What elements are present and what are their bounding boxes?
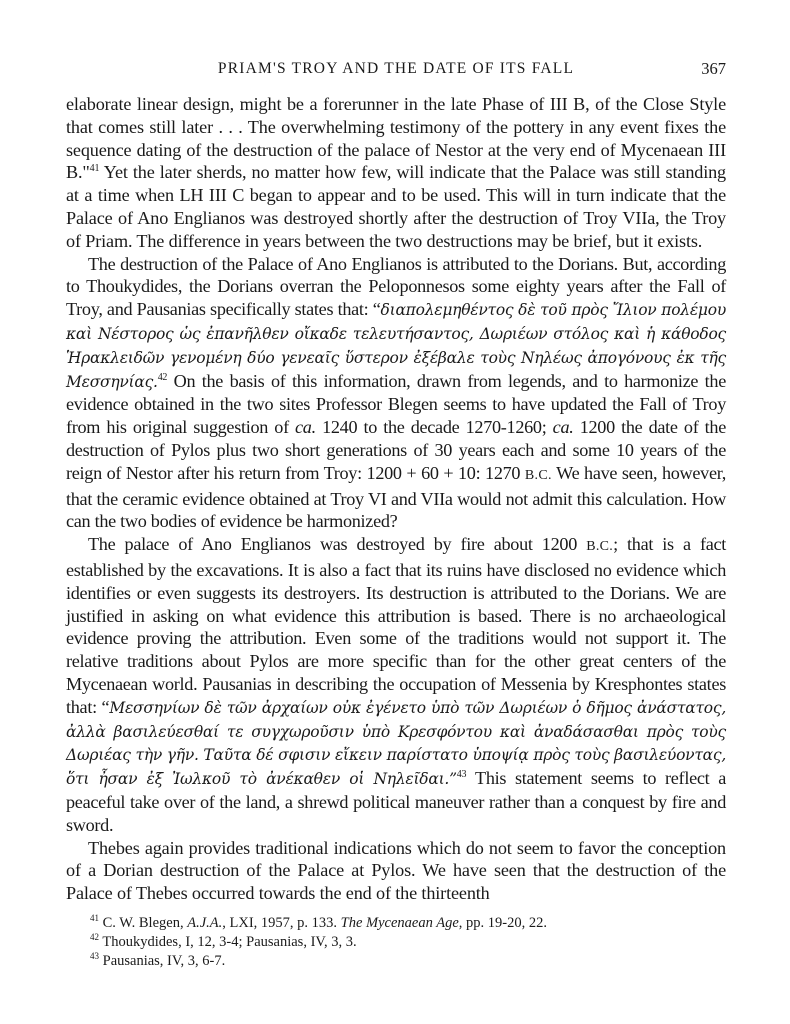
paragraph-3-text-c: This statement seems to reflect a peaceful take over of the land, a shrewd political maneuver rather than a conquest by fire and sword. (66, 768, 726, 835)
circa-abbrev: ca. (295, 417, 316, 438)
running-title: PRIAM'S TROY AND THE DATE OF ITS FALL (217, 60, 575, 77)
paragraph-1-text-a: elaborate linear design, might be a forerunner in the late Phase of III B, of the Close Style that comes still later . . . The overwhelming testimony of the pottery in any event fixes the sequence dating of the destruction of the palace of Nestor at the very end of Mycenaean III B." (66, 94, 726, 183)
footnote-ref-41: 41 (89, 163, 100, 175)
footnote-number: 41 (90, 913, 99, 923)
paragraph-4 (66, 837, 726, 905)
footnote-text: , pp. 19-20, 22. (458, 915, 547, 931)
page-number: 367 (701, 59, 726, 78)
book-title: The Mycenaean Age (340, 915, 459, 931)
paragraph-3-text-a: The palace of Ano Englianos was destroyed by fire about 1200 (88, 534, 587, 555)
circa-abbrev: ca. (552, 417, 574, 438)
footnote-number: 43 (90, 951, 99, 961)
footnote-text: , LXI, 1957, p. 133. (222, 915, 341, 931)
paragraph-2-text-b: On the basis of this information, drawn from legends, and to harmonize the evidence obtained in the two sites Professor Blegen seems to have updated the Fall of Troy from his original suggestion of (66, 370, 726, 438)
footnote-41 (90, 914, 726, 933)
bc-abbrev: B.C. (586, 539, 614, 555)
footnote-text: Pausanias, IV, 3, 6-7. (99, 953, 226, 969)
paragraph-3 (66, 533, 726, 836)
footnote-42 (90, 933, 726, 952)
running-header (66, 58, 726, 82)
footnote-text: C. W. Blegen, (99, 915, 188, 931)
paragraph-1-text-b: Yet the later sherds, no matter how few, will indicate that the Palace was still standing at a time when LH III C began to appear and to be used. This will in turn indicate that the Palace of Ano Englianos was destroyed shortly after the destruction of Troy VIIa, the Troy of Priam. The difference in years between the two destructions may be brief, but it exists. (66, 162, 726, 251)
paragraph-3-text-b: ; that is a fact established by the excavations. It is also a fact that its ruins have disclosed no evidence which identifies or even suggests its destroyers. Its destruction is attributed to the Dorians. We are justified in asking on what evidence this attribution is based. There is no archaeological evidence proving the attribution. Even some of the traditions would not support it. The relative traditions about Pylos are more specific than for the other great centers of the Mycenaean world. Pausanias in describing the occupation of Messenia by Kresphontes states that: “ (66, 534, 727, 717)
paragraph-2 (66, 253, 726, 534)
paragraph-2-text-a: The destruction of the Palace of Ano Englianos is attributed to the Dorians. But, according to Thoukydides, the Dorians overran the Peloponnesos some eighty years after the Fall of Troy, and Pausanias specifically states that: “ (66, 253, 726, 320)
footnote-ref-43: 43 (456, 769, 467, 781)
body-text (66, 93, 726, 905)
paragraph-4-text: Thebes again provides traditional indications which do not seem to favor the conception of a Dorian destruction of the Palace at Pylos. We have seen that the destruction of the Palace of Thebes occurred towards the end of the thirteenth (66, 837, 726, 904)
greek-quotation-2: Μεσσηνίων δὲ τῶν ἀρχαίων οὐκ ἐγένετο ὑπὸ τῶν Δωριέων ὁ δῆμος ἀνάστατος, ἀλλὰ βασιλεύεσθαί τε συγχωροῦσιν ὑπὸ Κρεσφόντου καὶ ἀναδάσασθαι πρὸς τοὺς Δωριέας τὴν γῆν. Ταῦτα δέ σφισιν εἴκειν παρίστατο ὑποψίᾳ πρὸς τοὺς βασιλεύοντας, ὅτι ἦσαν ἐξ Ἰωλκοῦ τὸ ἀνέκαθεν οἱ Νηλεῖδαι.” (66, 698, 726, 789)
greek-quotation-1: διαπολεμηθέντος δὲ τοῦ πρὸς Ἴλιον πολέμου καὶ Νέστορος ὡς ἐπανῆλθεν οἴκαδε τελευτήσαντος, Δωριέων στόλος καὶ ἡ κάθοδος Ἡρακλειδῶν γενομένη δύο γενεαῖς ὕστερον ἐξέβαλε τοὺς Νηλέως ἀπογόνους ἐκ τῆς Μεσσηνίας. (66, 301, 726, 391)
footnote-text: Thoukydides, I, 12, 3-4; Pausanias, IV, 3, 3. (99, 934, 357, 950)
bc-abbrev: B.C. (524, 467, 552, 483)
journal-title: A.J.A. (187, 915, 223, 931)
footnote-number: 42 (90, 932, 99, 942)
footnote-ref-42: 42 (157, 371, 168, 383)
paragraph-2-text-d: 1200 the date of the destruction of Pylos plus two short generations of 30 years each and some 10 years of the reign of Nestor after his return from Troy: 1200 + 60 + 10: 1270 (66, 417, 726, 483)
paragraph-1 (66, 93, 726, 253)
footnotes (90, 914, 726, 971)
footnote-43 (90, 952, 726, 971)
paragraph-2-text-e: We have seen, however, that the ceramic evidence obtained at Troy VI and VIIa would not admit this calculation. How can the two bodies of evidence be harmonized? (66, 462, 726, 532)
paragraph-2-text-c: 1240 to the decade 1270-1260; (315, 417, 553, 438)
